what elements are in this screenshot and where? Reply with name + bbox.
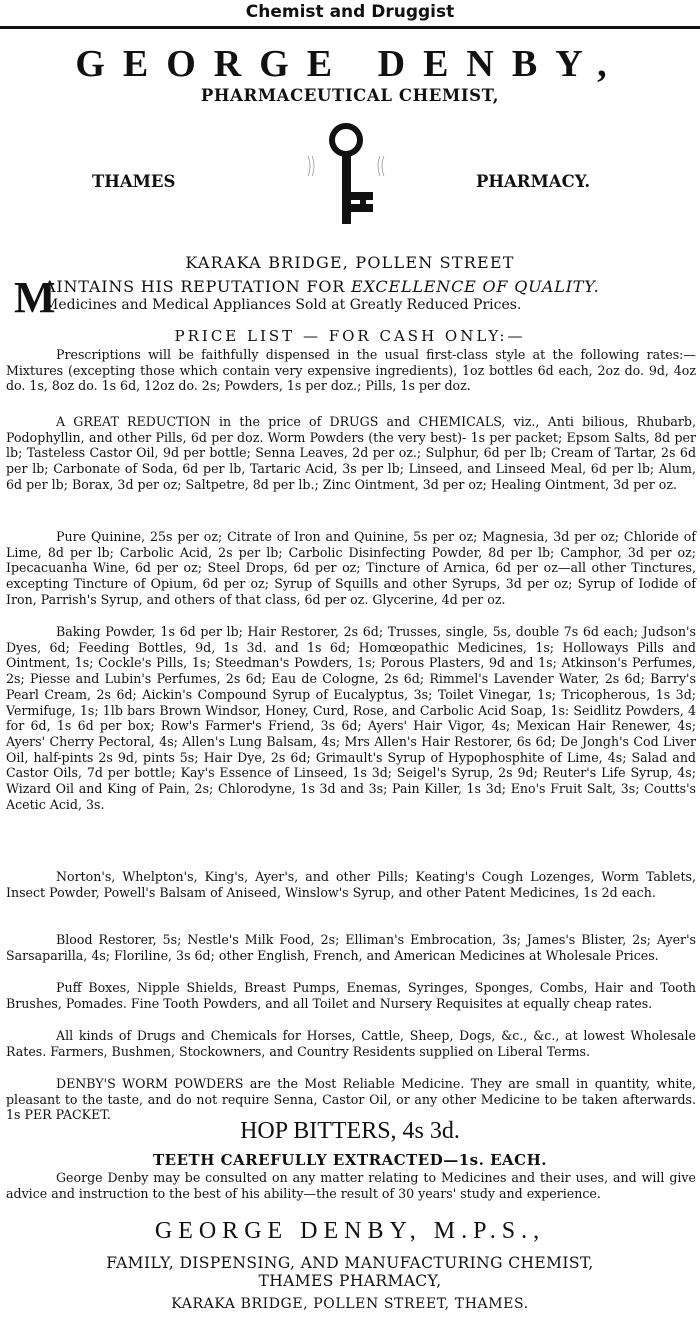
header-rule [0, 26, 700, 29]
footer-name: GEORGE DENBY, M.P.S., [154, 1218, 546, 1244]
quinine-paragraph: Pure Quinine, 25s per oz; Citrate of Iron and Quinine, 5s per oz; Magnesia, 3d per oz; Chloride of Lime, 8d per lb; Carbolic Acid, 2s per lb; Carbolic Disinfecting Powder, 8d per lb; Camphor, 3d per oz; Ipecacuanha Wine, 6d per oz; Steel Drops, 6d per oz; Tincture of Arnica, 6d per oz—all other Tinctures, excepting Tincture of Opium, 6d per oz; Syrup of Squills and other Syrups, 3d per oz; Syrup of Iodide of Iron, Parrish's Syrup, and others of that class, 6d per oz. Glycerine, 4d per oz. [6, 529, 696, 607]
key-logo-icon [298, 122, 398, 232]
veterinary-paragraph: All kinds of Drugs and Chemicals for Horses, Cattle, Sheep, Dogs, &c., &c., at lowest Wholesale Rates. Farmers, Bushmen, Stockowners, and Country Residents supplied on Liberal Terms. [6, 1028, 696, 1059]
reputation-line [44, 277, 599, 296]
reduction-paragraph: A GREAT REDUCTION in the price of DRUGS and CHEMICALS, viz., Anti bilious, Rhubarb, Podophyllin, and other Pills, 6d per doz. Worm Powders (the very best)- 1s per packet; Epsom Salts, 8d per lb; Tasteless Castor Oil, 9d per bottle; Senna Leaves, 2d per oz.; Sulphur, 6d per lb; Cream of Tartar, 2s 6d per lb; Carbonate of Soda, 6d per lb, Tartaric Acid, 3s per lb; Linseed, and Linseed Meal, 6d per lb; Alum, 6d per lb; Borax, 3d per oz; Saltpetre, 8d per lb.; Zinc Ointment, 3d per oz; Healing Ointment, 3d per oz. [6, 414, 696, 492]
baking-powder-paragraph: Baking Powder, 1s 6d per lb; Hair Restorer, 2s 6d; Trusses, single, 5s, double 7s 6d each; Judson's Dyes, 6d; Feeding Bottles, 9d, 1s 3d. and 1s 6d; Homœopathic Medicines, 1s; Holloways Pills and Ointment, 1s; Cockle's Pills, 1s; Steedman's Powders, 1s; Porous Plasters, 9d and 1s; Atkinson's Perfumes, 2s; Piesse and Lubin's Perfumes, 2s 6d; Eau de Cologne, 2s 6d; Rimmel's Lavender Water, 2s 6d; Barry's Pearl Cream, 2s 6d; Aickin's Compound Syrup of Eucalyptus, 3s; Toilet Vinegar, 1s; Tricopherous, 1s 3d; Vermifuge, 1s; 1lb bars Brown Windsor, Honey, Curd, Rose, and Carbolic Acid Soap, 1s: Seidlitz Powders, 4 for 6d, 1s 6d per box; Row's Farmer's Friend, 3s 6d; Ayers' Hair Vigor, 4s; Mexican Hair Renewer, 4s; Ayers' Cherry Pectoral, 4s; Allen's Lung Balsam, 4s; Mrs Allen's Hair Restorer, 6s 6d; De Jongh's Cod Liver Oil, half-pints 2s 9d, pints 5s; Hair Dye, 2s 6d; Grimault's Syrup of Hypophosphite of Lime, 4s; Salad and Castor Oils, 7d per bottle; Kay's Essence of Linseed, 1s 3d; Seigel's Syrup, 2s 9d; Reuter's Life Syrup, 4s; Wizard Oil and King of Pain, 2s; Chlorodyne, 1s 3d and 3s; Pain Killer, 1s 3d; Eno's Fruit Salt, 3s; Coutts's Acetic Acid, 3s. [6, 624, 696, 812]
medicines-line: Medicines and Medical Appliances Sold at Greatly Reduced Prices. [44, 297, 522, 313]
proprietor-name: GEORGE DENBY, [75, 43, 625, 85]
pharmacy-label: PHARMACY. [476, 172, 591, 191]
address-line: KARAKA BRIDGE, POLLEN STREET [185, 253, 515, 272]
reputation-text: AINTAINS HIS REPUTATION FOR [44, 277, 346, 296]
consultation-paragraph: George Denby may be consulted on any matter relating to Medicines and their uses, and will give advice and instruction to the best of his ability—the result of 30 years' study and experience. [6, 1170, 696, 1201]
footer-chemist-line: FAMILY, DISPENSING, AND MANUFACTURING CHEMIST, [106, 1254, 594, 1272]
prescriptions-paragraph: Prescriptions will be faithfully dispensed in the usual first-class style at the following rates:—Mixtures (excepting those which contain very expensive ingredients), 1oz bottles 6d each, 2oz do. 9d, 4oz do. 1s, 8oz do. 1s 6d, 12oz do. 2s; Powders, 1s per doz.; Pills, 1s per doz. [6, 347, 696, 394]
page-header: Chemist and Druggist [245, 2, 455, 22]
price-list-heading: PRICE LIST — FOR CASH ONLY:— [174, 327, 526, 345]
pills-paragraph: Norton's, Whelpton's, King's, Ayer's, and other Pills; Keating's Cough Lozenges, Worm Tablets, Insect Powder, Powell's Balsam of Aniseed, Winslow's Syrup, and other Patent Medicines, 1s 2d each. [6, 869, 696, 900]
toilet-requisites-paragraph: Puff Boxes, Nipple Shields, Breast Pumps, Enemas, Syringes, Sponges, Combs, Hair and Tooth Brushes, Pomades. Fine Tooth Powders, and all Toilet and Nursery Requisites at equally cheap rates. [6, 980, 696, 1011]
teeth-extracted-line: TEETH CAREFULLY EXTRACTED—1s. EACH. [153, 1151, 547, 1169]
footer-address: KARAKA BRIDGE, POLLEN STREET, THAMES. [171, 1296, 529, 1312]
footer-pharmacy-line: THAMES PHARMACY, [258, 1272, 442, 1290]
thames-label: THAMES [92, 172, 176, 191]
dropcap-letter: M [14, 273, 56, 322]
hop-bitters-line: HOP BITTERS, 4s 3d. [240, 1118, 460, 1144]
excellence-text: EXCELLENCE OF QUALITY. [351, 277, 600, 296]
proprietor-subtitle: PHARMACEUTICAL CHEMIST, [200, 86, 500, 105]
worm-powders-paragraph: DENBY'S WORM POWDERS are the Most Reliable Medicine. They are small in quantity, white, pleasant to the taste, and do not require Senna, Castor Oil, or any other Medicine to be taken afterwards. 1s PER PACKET. [6, 1076, 696, 1123]
blood-restorer-paragraph: Blood Restorer, 5s; Nestle's Milk Food, 2s; Elliman's Embrocation, 3s; James's Blister, 2s; Ayer's Sarsaparilla, 4s; Floriline, 3s 6d; other English, French, and American Medicines at Wholesale Prices. [6, 932, 696, 963]
